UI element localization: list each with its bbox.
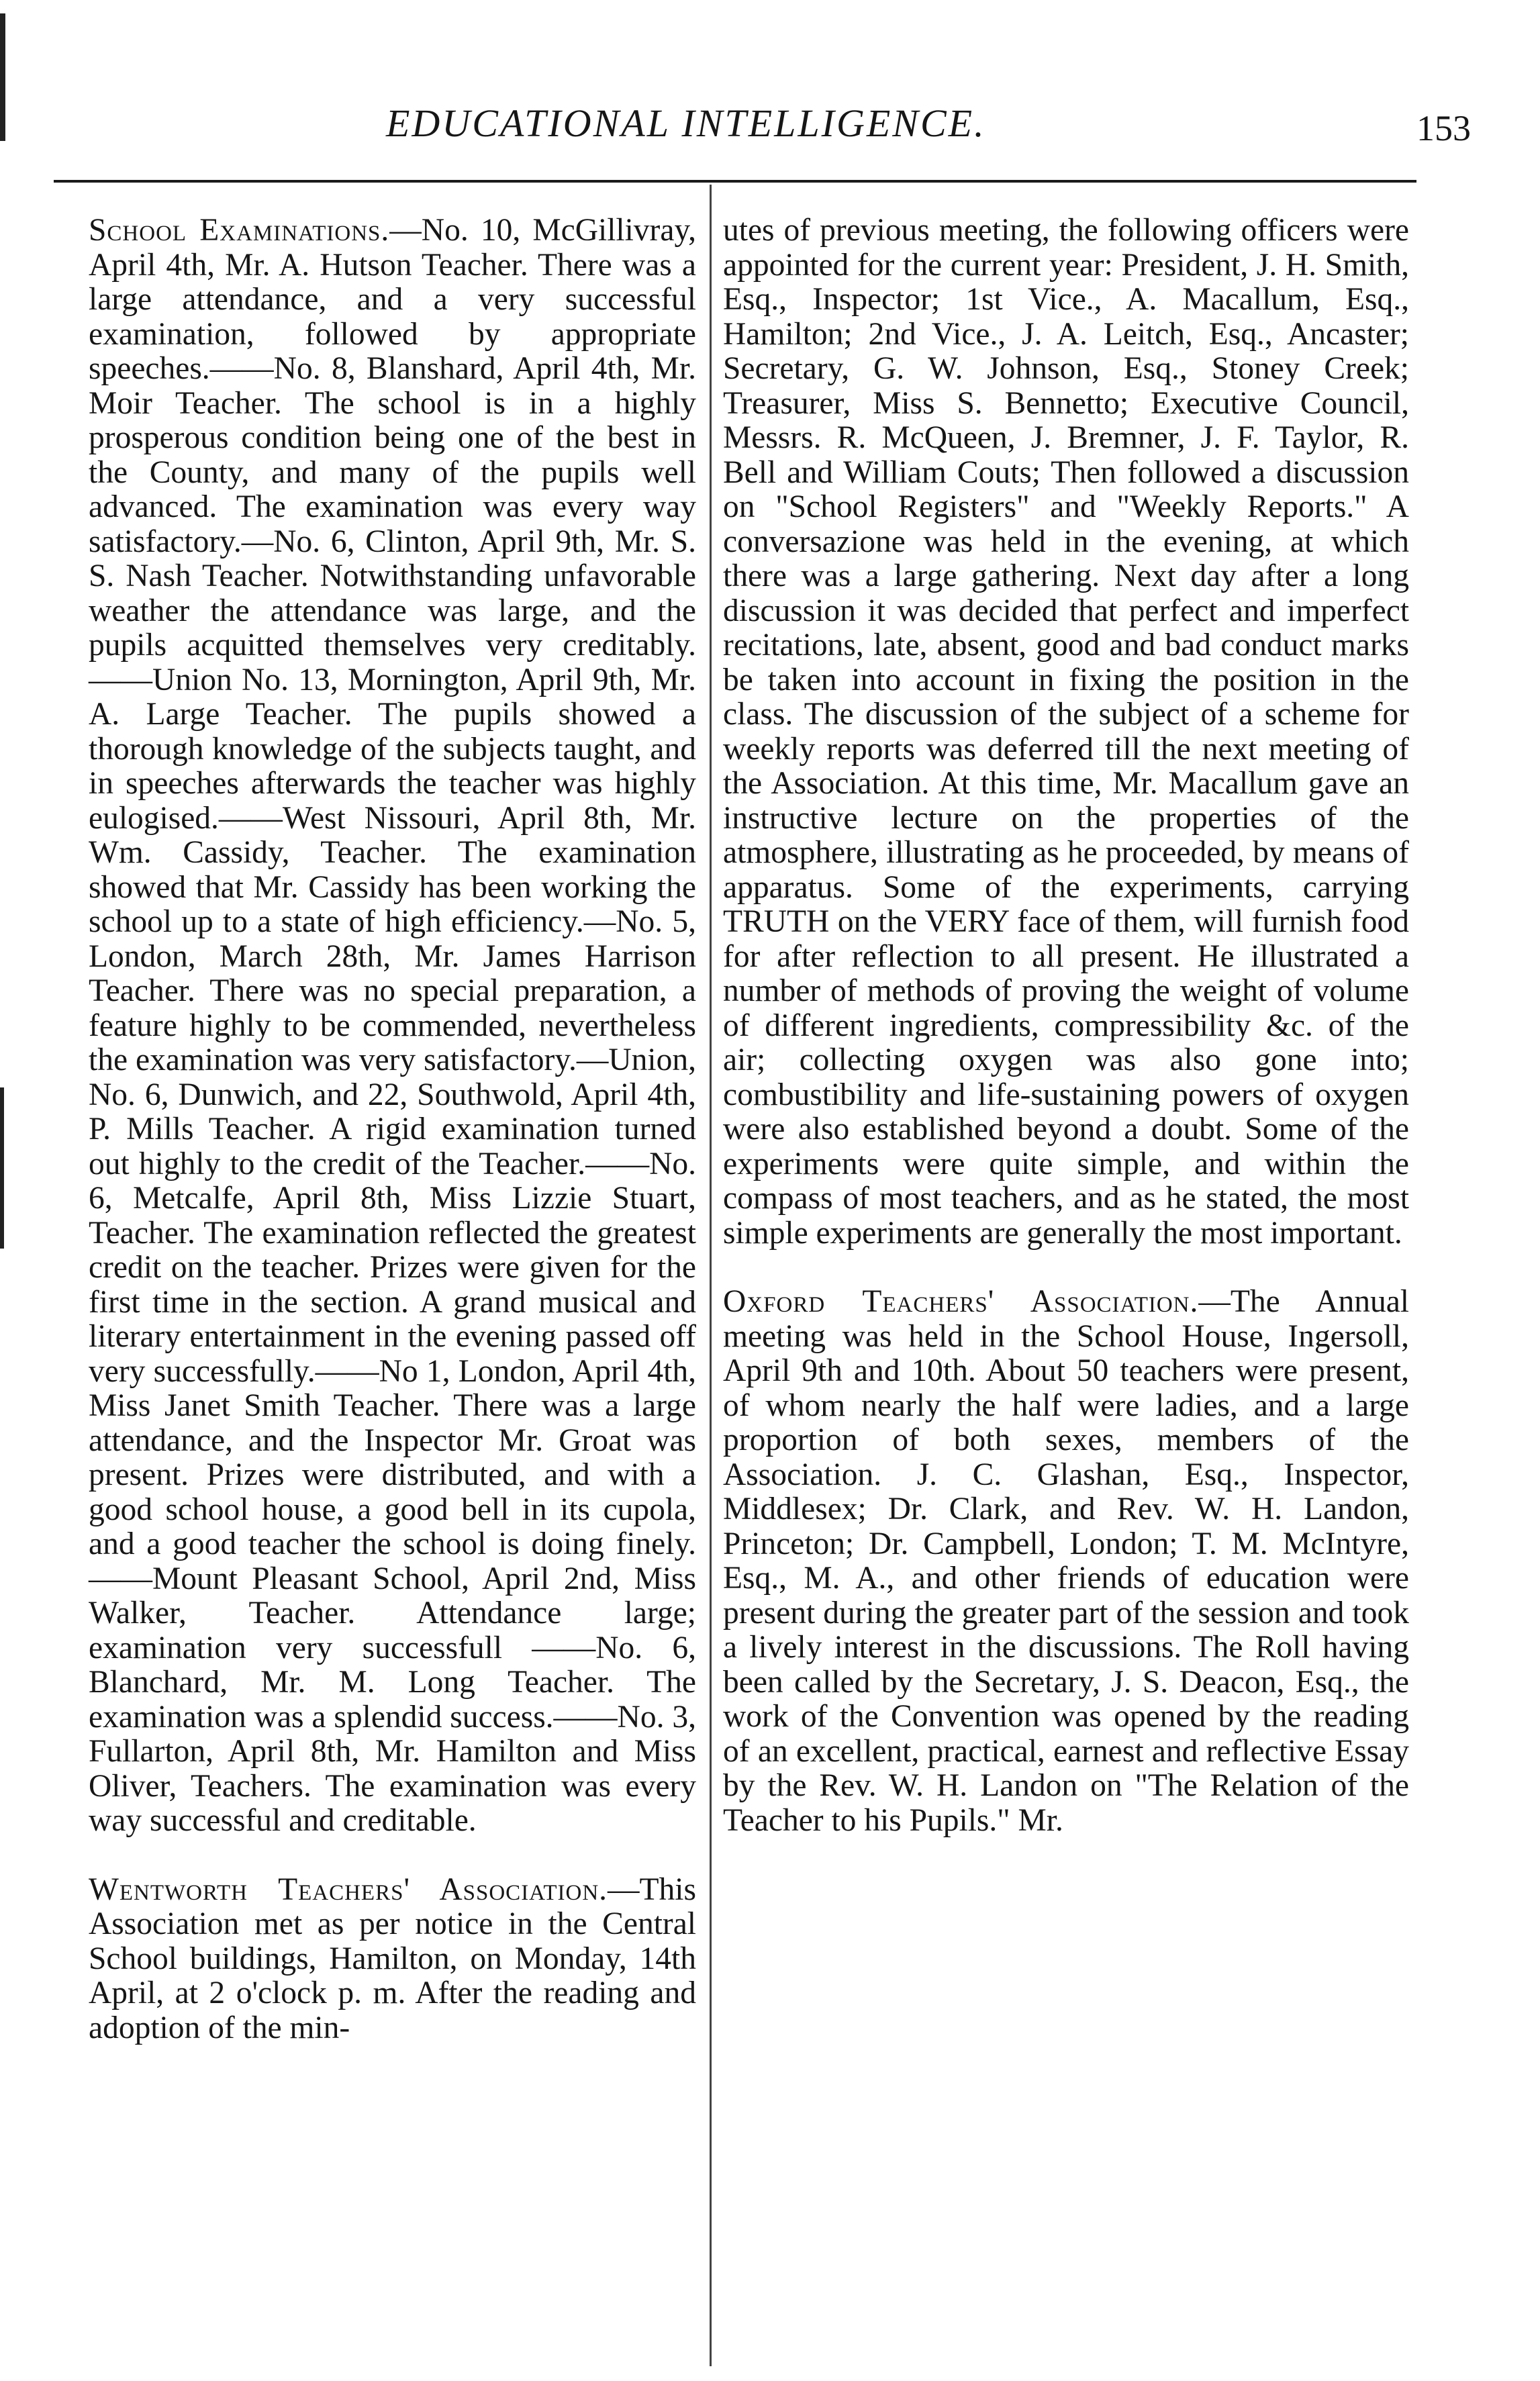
left-column	[89, 213, 696, 2045]
column-divider	[710, 185, 712, 2366]
page-number: 153	[1416, 108, 1471, 148]
school-examinations-text: —No. 10, McGillivray, April 4th, Mr. A. Hutson Teacher. There was a large attendance, and a very successful examination, followed by appropriate speeches.——No. 8, Blanshard, April 4th, Mr. Moir Teacher. The school is in a highly prosperous condition being one of the best in the County, and many of the pupils well advanced. The examination was every way satisfactory.—No. 6, Clinton, April 9th, Mr. S. S. Nash Teacher. Notwithstanding unfavorable weather the attendance was large, and the pupils acquitted themselves very creditably.——Union No. 13, Mornington, April 9th, Mr. A. Large Teacher. The pupils showed a thorough knowledge of the subjects taught, and in speeches afterwards the teacher was highly eulogised.——West Nissouri, April 8th, Mr. Wm. Cassidy, Teacher. The examination showed that Mr. Cassidy has been working the school up to a state of high efficiency.—No. 5, London, March 28th, Mr. James Harrison Teacher. There was no special preparation, a feature highly to be commended, nevertheless the examination was very satisfactory.—Union, No. 6, Dunwich, and 22, Southwold, April 4th, P. Mills Teacher. A rigid examination turned out highly to the credit of the Teacher.——No. 6, Metcalfe, April 8th, Miss Lizzie Stuart, Teacher. The examination reflected the greatest credit on the teacher. Prizes were given for the first time in the section. A grand musical and literary entertainment in the evening passed off very successfully.——No 1, London, April 4th, Miss Janet Smith Teacher. There was a large attendance, and the Inspector Mr. Groat was present. Prizes were distributed, and with a good school house, a good bell in its cupola, and a good teacher the school is doing finely.——Mount Pleasant School, April 2nd, Miss Walker, Teacher. Attendance large; examination very successfull ——No. 6, Blanchard, Mr. M. Long Teacher. The examination was a splendid success.——No. 3, Fullarton, April 8th, Mr. Hamilton and Miss Oliver, Teachers. The examination was every way successful and creditable.	[89, 213, 697, 1838]
scan-edge-mark	[0, 13, 5, 141]
oxford-paragraph	[723, 1285, 1409, 1838]
wentworth-continued-text: utes of previous meeting, the following officers were appointed for the current year: President, J. H. Smith, Esq., Inspector; 1st Vice., A. Macallum, Esq., Hamilton; 2nd Vice., J. A. Leitch, Esq., Ancaster; Secretary, G. W. Johnson, Esq., Stoney Creek; Treasurer, Miss S. Bennetto; Executive Council, Messrs. R. McQueen, J. Bremner, J. F. Taylor, R. Bell and William Couts; Then followed a discussion on "School Registers" and "Weekly Reports." A conversazione was held in the evening, at which there was a large gathering. Next day after a long discussion it was decided that perfect and imperfect recitations, late, absent, good and bad conduct marks be taken into account in fixing the position in the class. The discussion of the subject of a scheme for weekly reports was deferred till the next meeting of the Association. At this time, Mr. Macallum gave an instructive lecture on the properties of the atmosphere, illustrating as he proceeded, by means of apparatus. Some of the experiments, carrying TRUTH on the VERY face of them, will furnish food for after reflection to all present. He illustrated a number of methods of proving the weight of volume of different ingredients, compressibility &c. of the air; collecting oxygen was also gone into; combustibility and life-sustaining powers of oxygen were also established beyond a doubt. Some of the experiments were quite simple, and within the compass of most teachers, and as he stated, the most simple experiments are generally the most important.	[723, 213, 1409, 1251]
running-header-title: EDUCATIONAL INTELLIGENCE.	[386, 101, 986, 145]
wentworth-text: —This Association met as per notice in the Central School buildings, Hamilton, on Monday, 14th April, at 2 o'clock p. m. After the reading and adoption of the min-	[89, 1872, 696, 2045]
school-examinations-heading: School Examinations.	[89, 213, 390, 248]
right-column	[723, 213, 1409, 1838]
oxford-heading: Oxford Teachers' Association.	[723, 1284, 1199, 1319]
wentworth-continued-paragraph	[723, 213, 1409, 1251]
wentworth-heading: Wentworth Teachers' Association.	[89, 1872, 608, 1907]
wentworth-paragraph	[89, 1873, 696, 2046]
header-rule	[54, 180, 1416, 183]
scan-edge-mark	[0, 1087, 4, 1249]
school-examinations-paragraph	[89, 213, 696, 1839]
oxford-text: —The Annual meeting was held in the School House, Ingersoll, April 9th and 10th. About 50 teachers were present, of whom nearly the half were ladies, and a large proportion of both sexes, members of the Association. J. C. Glashan, Esq., Inspector, Middlesex; Dr. Clark, and Rev. W. H. Landon, Princeton; Dr. Campbell, London; T. M. McIntyre, Esq., M. A., and other friends of education were present during the greater part of the session and took a lively interest in the discussions. The Roll having been called by the Secretary, J. S. Deacon, Esq., the work of the Convention was opened by the reading of an excellent, practical, earnest and reflective Essay by the Rev. W. H. Landon on "The Relation of the Teacher to his Pupils." Mr.	[723, 1284, 1410, 1838]
